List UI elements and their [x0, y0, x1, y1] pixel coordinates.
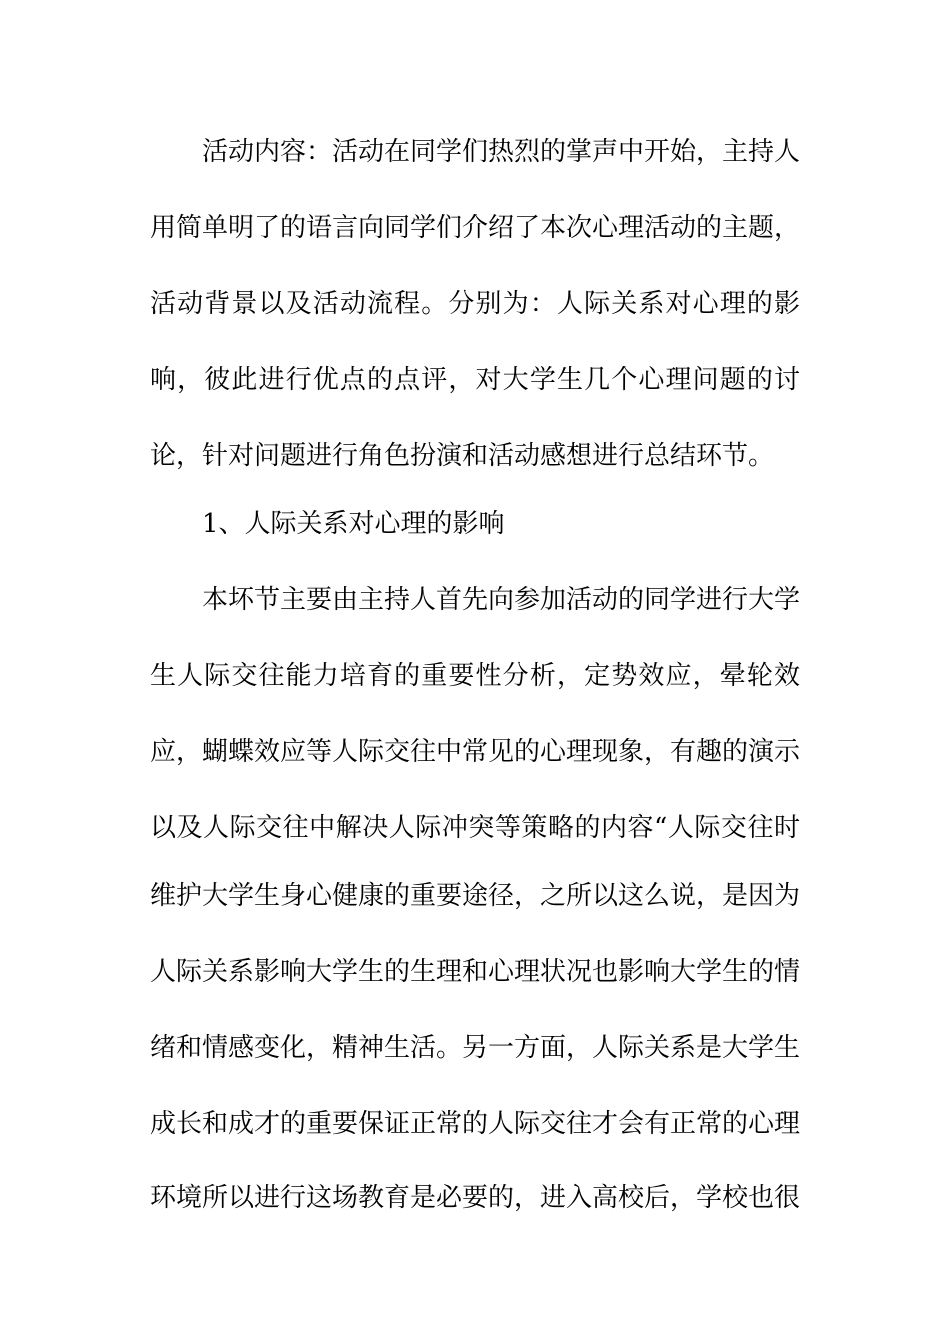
paragraph-line: 绪和情感变化，精神生活。另一方面，人际关系是大学生 — [150, 1033, 801, 1063]
paragraph-line: 生人际交往能力培育的重要性分析，定势效应，晕轮效 — [150, 661, 800, 691]
paragraph-line: 活动背景以及活动流程。分别为：人际关系对心理的影 — [150, 289, 800, 319]
paragraph-line: 用简单明了的语言向同学们介绍了本次心理活动的主题， — [150, 213, 801, 243]
paragraph-line: 本坏节主要由主持人首先向参加活动的同学进行大学 — [202, 585, 801, 615]
paragraph-line: 响，彼此进行优点的点评，对大学生几个心理问题的讨 — [150, 365, 800, 395]
paragraph-line: 成长和成才的重要保证正常的人际交往才会有正常的心理 — [150, 1109, 801, 1139]
section-heading: 1、人际关系对心理的影响 — [202, 509, 505, 539]
paragraph-line: 以及人际交往中解决人际冲突等策略的内容“人际交往时 — [150, 813, 800, 843]
paragraph-line: 人际关系影响大学生的生理和心理状况也影响大学生的情 — [150, 957, 801, 987]
paragraph-line: 环境所以进行这场教育是必要的，进入高校后，学校也很 — [150, 1183, 801, 1213]
paragraph-line: 活动内容：活动在同学们热烈的掌声中开始，主持人 — [202, 137, 801, 167]
paragraph-line: 应，蝴蝶效应等人际交往中常见的心理现象，有趣的演示 — [150, 737, 801, 767]
paragraph-line: 维护大学生身心健康的重要途径，之所以这么说，是因为 — [150, 881, 801, 911]
paragraph-line: 论，针对问题进行角色扮演和活动感想进行总结环节。 — [150, 441, 775, 471]
